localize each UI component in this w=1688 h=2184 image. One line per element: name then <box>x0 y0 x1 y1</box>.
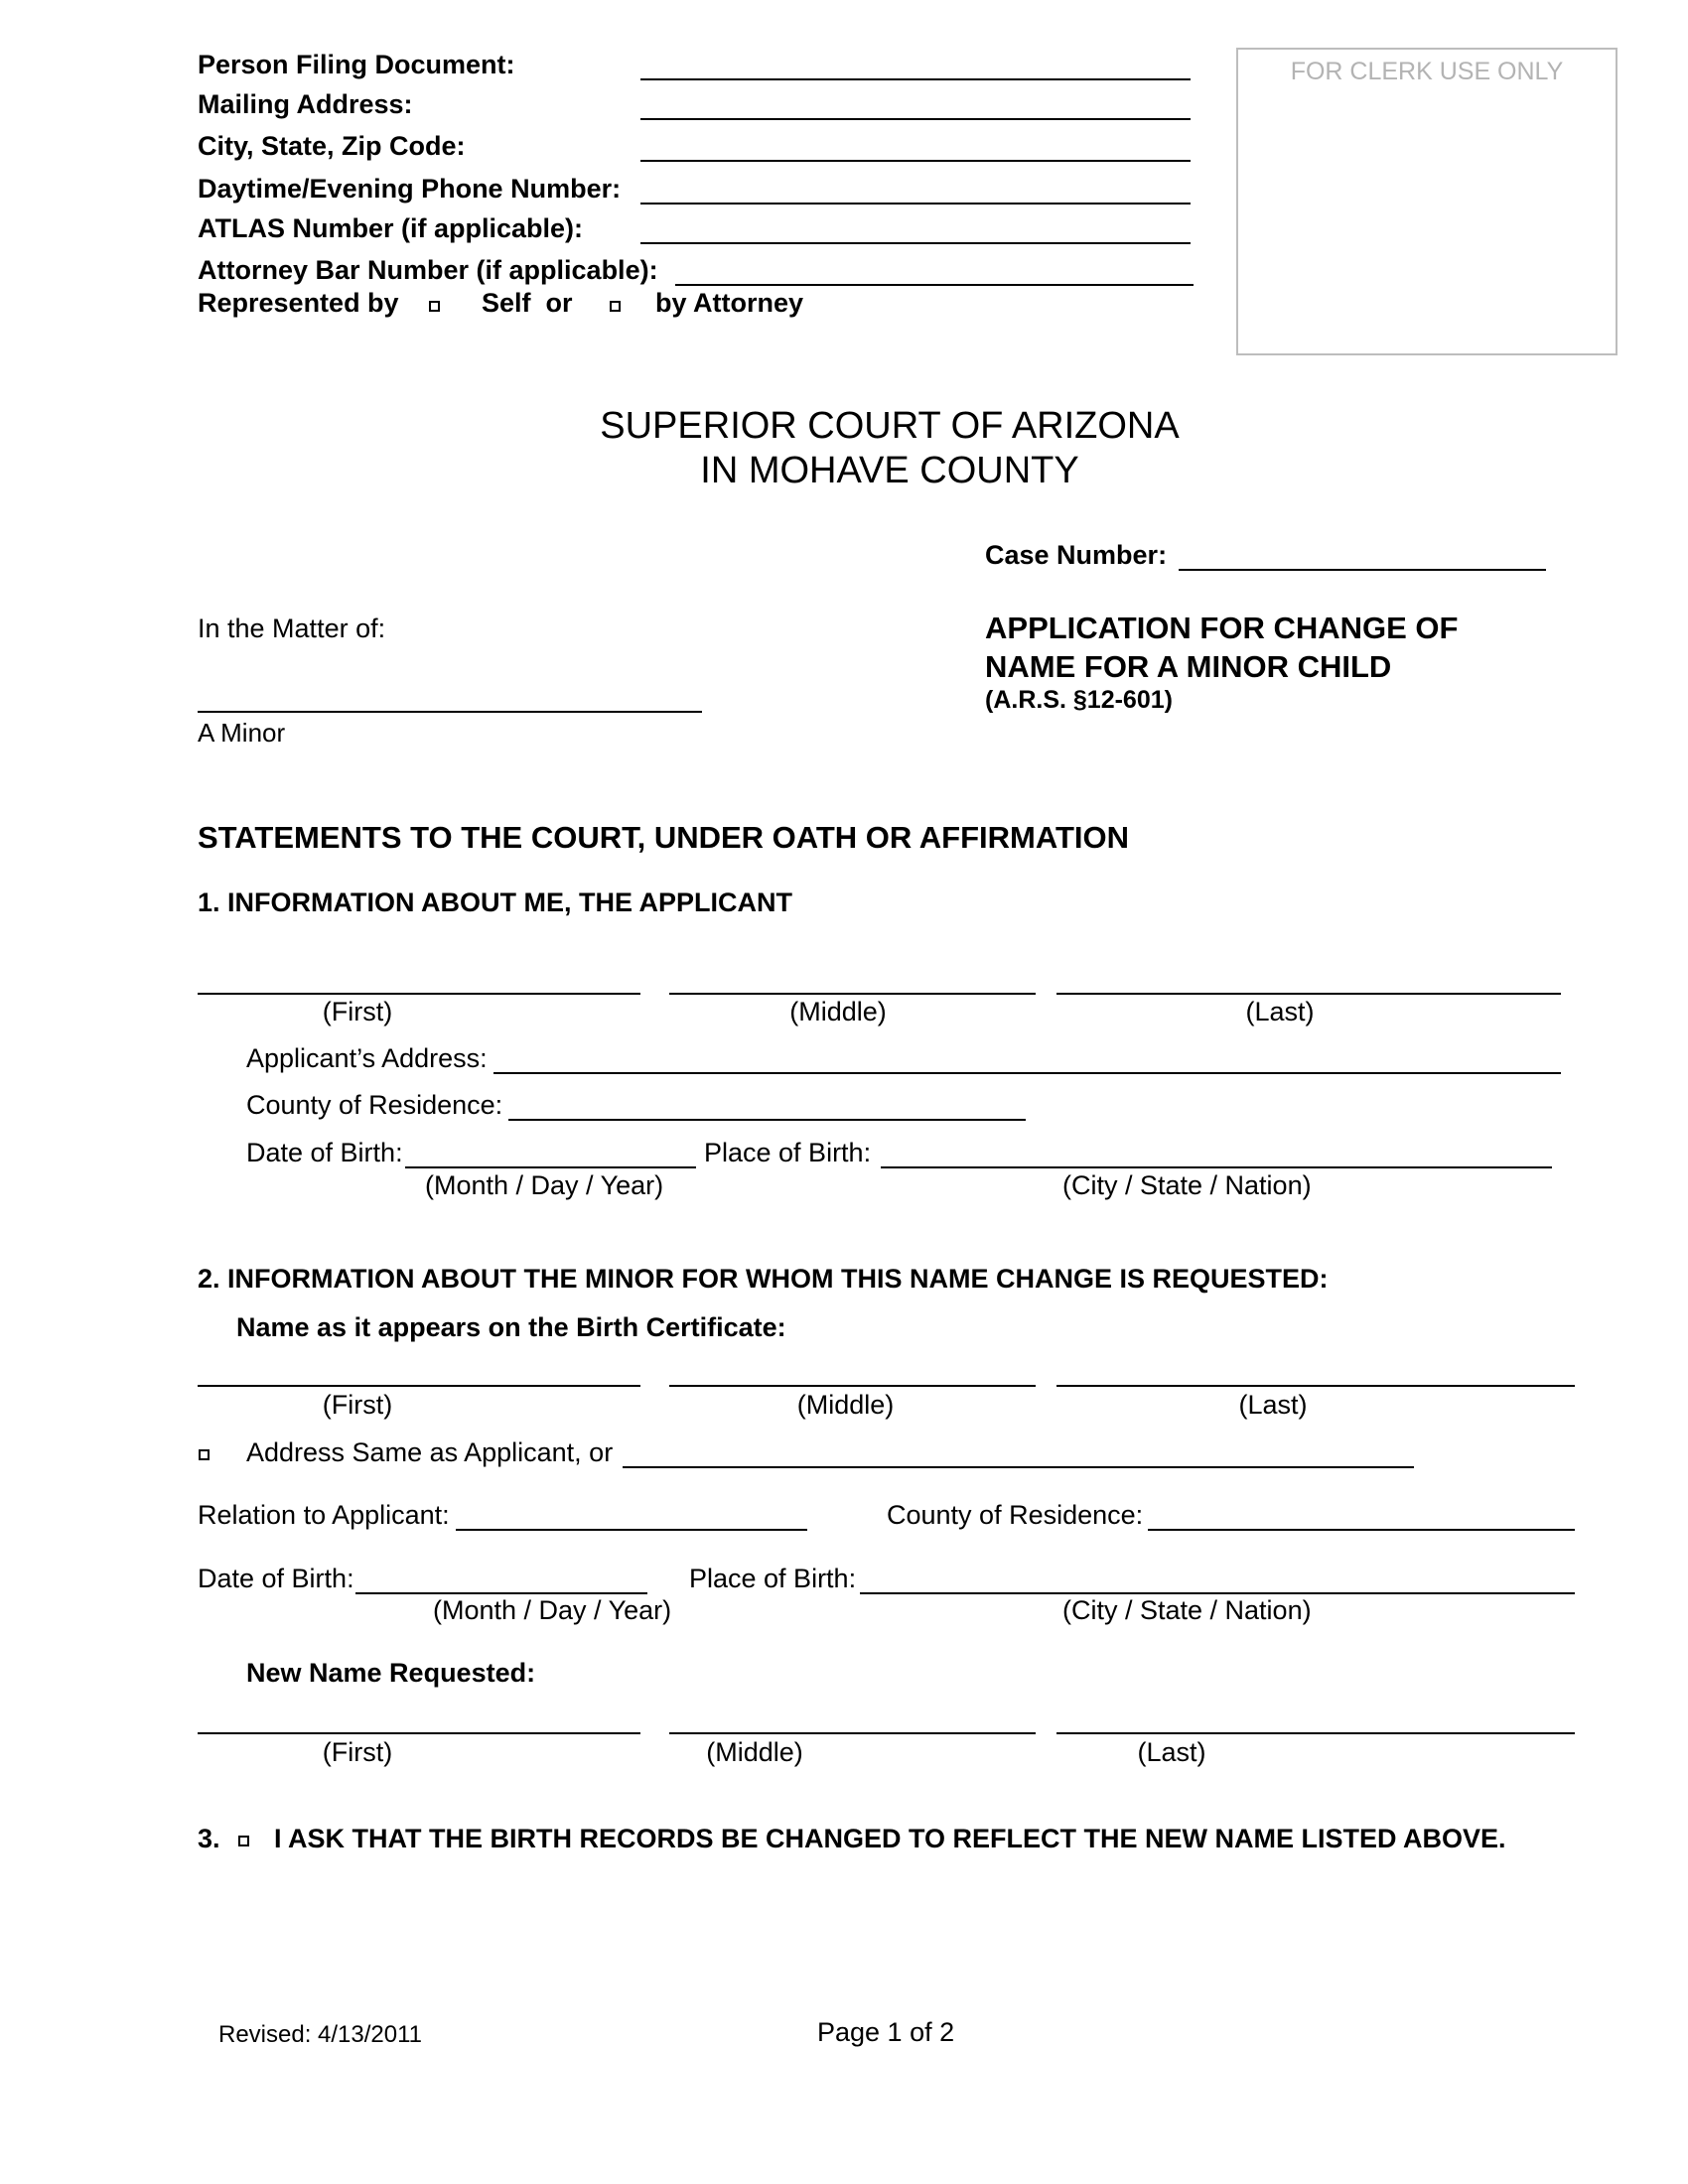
represented-by-label: Represented by <box>198 288 399 318</box>
self-label: Self or <box>482 288 573 318</box>
address-same-label: Address Same as Applicant, or <box>246 1437 614 1467</box>
minor-name-field[interactable] <box>198 711 702 713</box>
person-filing-field[interactable] <box>640 78 1191 80</box>
page-number: Page 1 of 2 <box>817 2017 955 2047</box>
new-middle-label: (Middle) <box>706 1737 803 1767</box>
applicant-middle-label: (Middle) <box>789 997 887 1026</box>
new-middle-field[interactable] <box>669 1732 1036 1734</box>
applicant-middle-field[interactable] <box>669 993 1036 995</box>
applicant-dob-field[interactable] <box>405 1166 696 1168</box>
section2-heading: 2. INFORMATION ABOUT THE MINOR FOR WHOM THIS NAME CHANGE IS REQUESTED: <box>198 1264 1329 1294</box>
matter-label: In the Matter of: <box>198 614 386 643</box>
case-number-field[interactable] <box>1179 569 1546 571</box>
new-first-field[interactable] <box>198 1732 640 1734</box>
clerk-use-label: FOR CLERK USE ONLY <box>1290 58 1564 85</box>
revised-date: Revised: 4/13/2011 <box>218 2021 423 2048</box>
statements-heading: STATEMENTS TO THE COURT, UNDER OATH OR AFFIRMATION <box>198 820 1129 855</box>
birth-certificate-label: Name as it appears on the Birth Certificate: <box>236 1312 786 1342</box>
minor-county-label: County of Residence: <box>887 1500 1144 1530</box>
doc-title-line1: APPLICATION FOR CHANGE OF <box>985 611 1459 645</box>
attorney-label: by Attorney <box>655 288 804 318</box>
court-title-line2: IN MOHAVE COUNTY <box>700 450 1079 491</box>
mailing-address-label: Mailing Address: <box>198 89 413 119</box>
minor-last-label: (Last) <box>1238 1390 1308 1420</box>
new-last-label: (Last) <box>1137 1737 1206 1767</box>
minor-county-field[interactable] <box>1148 1529 1575 1531</box>
minor-middle-field[interactable] <box>669 1385 1036 1387</box>
minor-middle-label: (Middle) <box>796 1390 895 1420</box>
address-same-checkbox[interactable] <box>199 1449 210 1460</box>
relation-label: Relation to Applicant: <box>198 1500 450 1530</box>
section1-heading: 1. INFORMATION ABOUT ME, THE APPLICANT <box>198 887 792 917</box>
applicant-last-label: (Last) <box>1245 997 1315 1026</box>
new-name-label: New Name Requested: <box>246 1658 536 1688</box>
applicant-pob-hint: (City / State / Nation) <box>1062 1170 1312 1200</box>
doc-title-statute: (A.R.S. §12-601) <box>985 686 1173 714</box>
attorney-checkbox[interactable] <box>610 301 621 312</box>
applicant-pob-label: Place of Birth: <box>704 1138 872 1167</box>
relation-field[interactable] <box>456 1529 807 1531</box>
applicant-county-field[interactable] <box>508 1119 1026 1121</box>
case-number-label: Case Number: <box>985 540 1168 570</box>
city-state-zip-field[interactable] <box>640 160 1191 162</box>
minor-first-field[interactable] <box>198 1385 640 1387</box>
minor-dob-label: Date of Birth: <box>198 1564 354 1593</box>
applicant-dob-label: Date of Birth: <box>246 1138 403 1167</box>
minor-pob-field[interactable] <box>860 1592 1575 1594</box>
phone-label: Daytime/Evening Phone Number: <box>198 174 622 204</box>
bar-number-field[interactable] <box>675 284 1194 286</box>
applicant-first-label: (First) <box>322 997 393 1026</box>
mailing-address-field[interactable] <box>640 118 1191 120</box>
bar-number-label: Attorney Bar Number (if applicable): <box>198 255 658 285</box>
applicant-dob-hint: (Month / Day / Year) <box>425 1170 664 1200</box>
minor-dob-field[interactable] <box>355 1592 647 1594</box>
court-title-line1: SUPERIOR COURT OF ARIZONA <box>600 405 1180 447</box>
doc-title-line2: NAME FOR A MINOR CHILD <box>985 649 1392 684</box>
self-checkbox[interactable] <box>429 301 440 312</box>
applicant-pob-field[interactable] <box>881 1166 1552 1168</box>
phone-field[interactable] <box>640 203 1191 205</box>
applicant-first-field[interactable] <box>198 993 640 995</box>
applicant-address-label: Applicant’s Address: <box>246 1043 488 1073</box>
minor-dob-hint: (Month / Day / Year) <box>433 1595 672 1625</box>
minor-pob-label: Place of Birth: <box>689 1564 857 1593</box>
section3-number: 3. <box>198 1824 220 1853</box>
person-filing-label: Person Filing Document: <box>198 50 515 79</box>
clerk-use-box <box>1236 48 1618 355</box>
birth-records-checkbox[interactable] <box>238 1836 249 1846</box>
city-state-zip-label: City, State, Zip Code: <box>198 131 466 161</box>
minor-last-field[interactable] <box>1056 1385 1575 1387</box>
section3-text: I ASK THAT THE BIRTH RECORDS BE CHANGED TO REFLECT THE NEW NAME LISTED ABOVE. <box>274 1824 1506 1853</box>
applicant-county-label: County of Residence: <box>246 1090 503 1120</box>
applicant-last-field[interactable] <box>1056 993 1561 995</box>
minor-pob-hint: (City / State / Nation) <box>1062 1595 1312 1625</box>
applicant-address-field[interactable] <box>493 1072 1561 1074</box>
minor-label: A Minor <box>198 718 286 748</box>
minor-address-field[interactable] <box>623 1466 1414 1468</box>
atlas-field[interactable] <box>640 242 1191 244</box>
new-first-label: (First) <box>322 1737 393 1767</box>
atlas-label: ATLAS Number (if applicable): <box>198 213 584 243</box>
minor-first-label: (First) <box>322 1390 393 1420</box>
new-last-field[interactable] <box>1056 1732 1575 1734</box>
